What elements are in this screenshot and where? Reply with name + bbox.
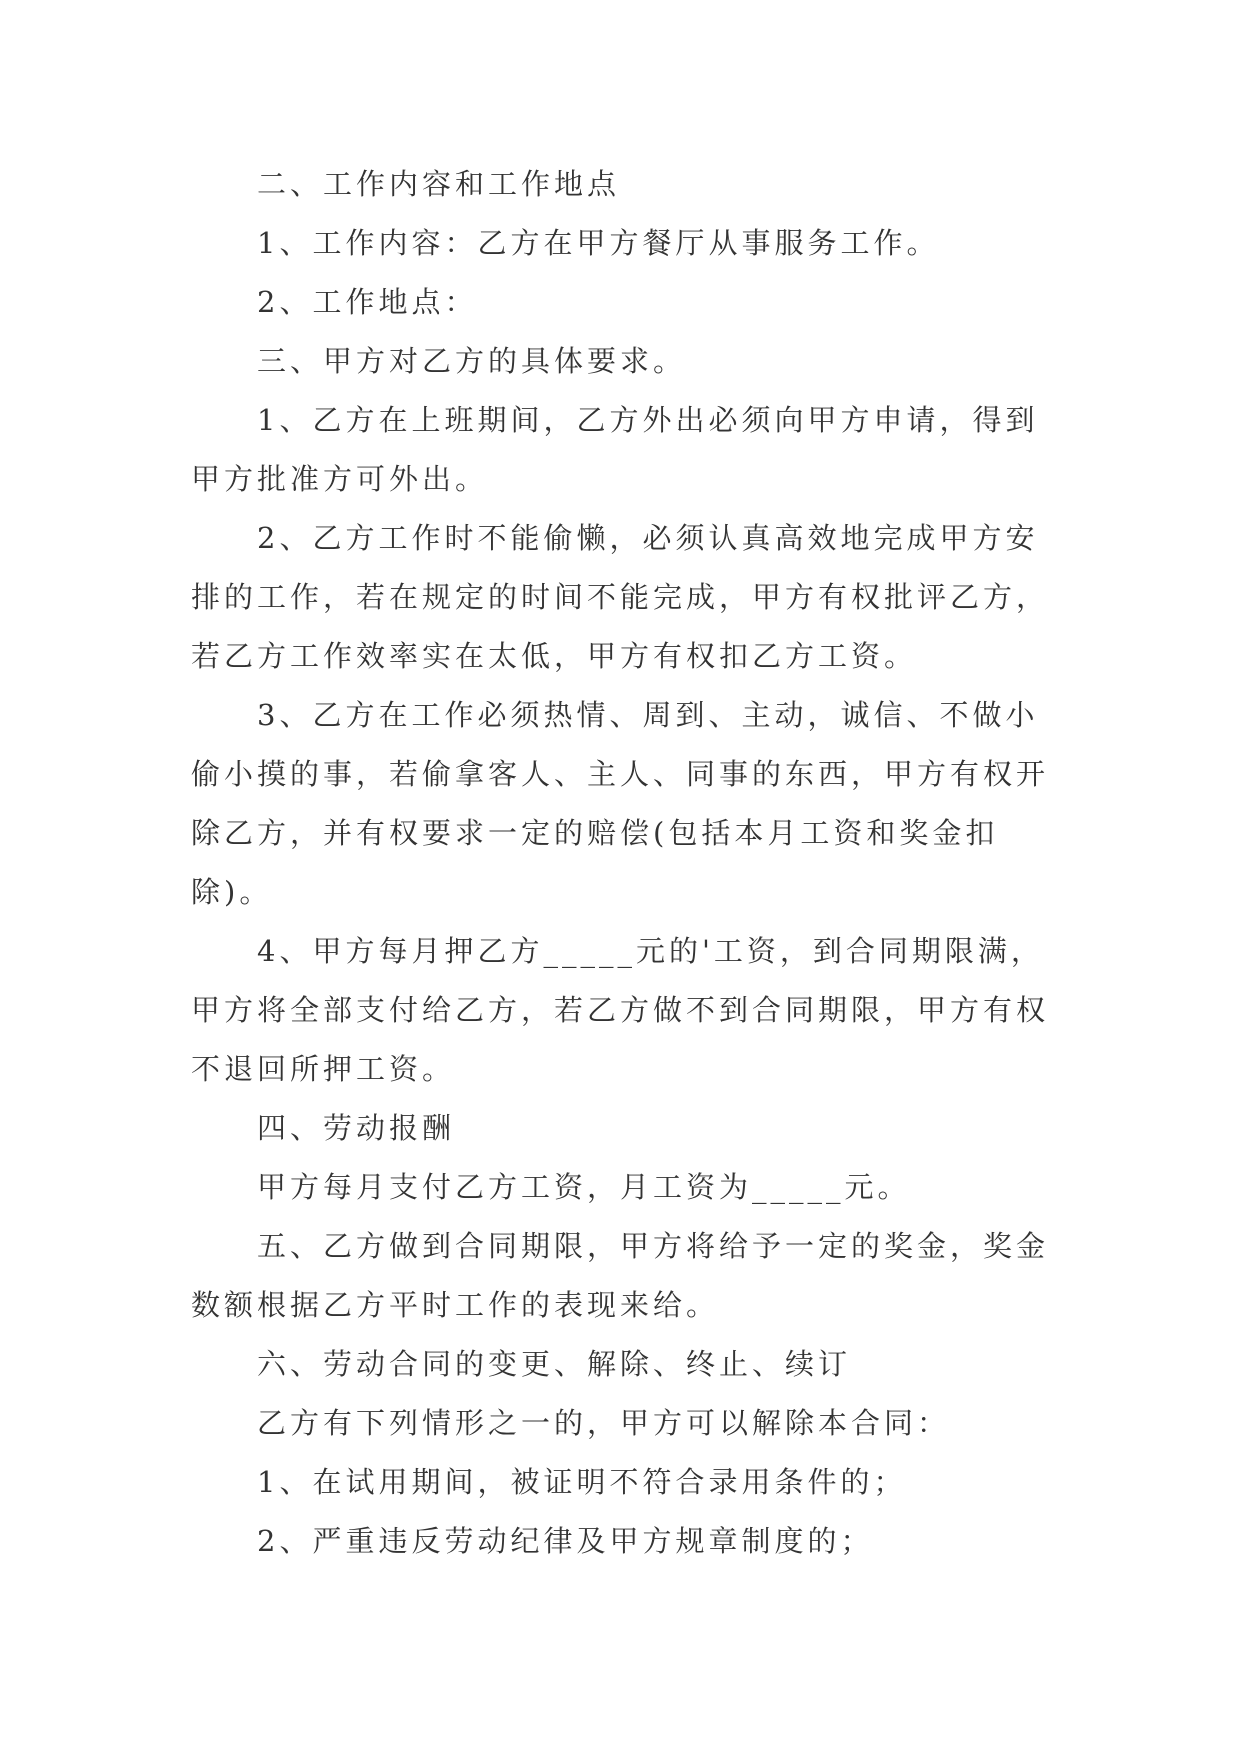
text-line: 二、工作内容和工作地点 — [257, 167, 621, 201]
text-line: 1、在试用期间，被证明不符合录用条件的； — [257, 1465, 907, 1499]
paragraph-requirement-4 — [191, 922, 1059, 1099]
paragraph-requirement-3 — [191, 686, 1059, 922]
text-line: 六、劳动合同的变更、解除、终止、续订 — [257, 1347, 852, 1381]
paragraph-work-content — [191, 214, 1059, 273]
text-line: 1、工作内容：乙方在甲方餐厅从事服务工作。 — [257, 226, 940, 260]
section-heading-requirements — [191, 332, 1059, 391]
paragraph-termination-item-2 — [191, 1512, 1059, 1571]
text-line: 除)。 — [191, 875, 273, 909]
section-heading-contract-changes — [191, 1335, 1059, 1394]
text-line: 偷小摸的事，若偷拿客人、主人、同事的东西，甲方有权开 — [191, 757, 1050, 791]
section-heading-remuneration — [191, 1099, 1059, 1158]
text-line: 若乙方工作效率实在太低，甲方有权扣乙方工资。 — [191, 639, 918, 673]
section-bonus — [191, 1217, 1059, 1335]
text-line: 甲方将全部支付给乙方，若乙方做不到合同期限，甲方有权 — [191, 993, 1050, 1027]
section-heading-work-content-location — [191, 155, 1059, 214]
text-line: 甲方批准方可外出。 — [191, 462, 489, 496]
text-line: 2、严重违反劳动纪律及甲方规章制度的； — [257, 1524, 874, 1558]
text-line: 甲方每月支付乙方工资，月工资为_____元。 — [257, 1170, 911, 1204]
document-body — [191, 155, 1059, 1571]
text-line: 数额根据乙方平时工作的表现来给。 — [191, 1288, 720, 1322]
paragraph-work-location — [191, 273, 1059, 332]
text-line: 三、甲方对乙方的具体要求。 — [257, 344, 687, 378]
text-line: 1、乙方在上班期间，乙方外出必须向甲方申请，得到 — [257, 403, 1039, 437]
paragraph-termination-conditions — [191, 1394, 1059, 1453]
paragraph-requirement-2 — [191, 509, 1059, 686]
paragraph-monthly-salary — [191, 1158, 1059, 1217]
paragraph-termination-item-1 — [191, 1453, 1059, 1512]
text-line: 乙方有下列情形之一的，甲方可以解除本合同： — [257, 1406, 951, 1440]
text-line: 排的工作，若在规定的时间不能完成，甲方有权批评乙方， — [191, 580, 1050, 614]
text-line: 2、乙方工作时不能偷懒，必须认真高效地完成甲方安 — [257, 521, 1039, 555]
text-line: 4、甲方每月押乙方_____元的'工资，到合同期限满， — [257, 934, 1044, 968]
paragraph-requirement-1 — [191, 391, 1059, 509]
text-line: 除乙方，并有权要求一定的赔偿(包括本月工资和奖金扣 — [191, 816, 999, 850]
text-line: 四、劳动报酬 — [257, 1111, 456, 1145]
text-line: 3、乙方在工作必须热情、周到、主动，诚信、不做小 — [257, 698, 1039, 732]
text-line: 不退回所押工资。 — [191, 1052, 456, 1086]
text-line: 五、乙方做到合同期限，甲方将给予一定的奖金，奖金 — [257, 1229, 1050, 1263]
text-line: 2、工作地点： — [257, 285, 478, 319]
